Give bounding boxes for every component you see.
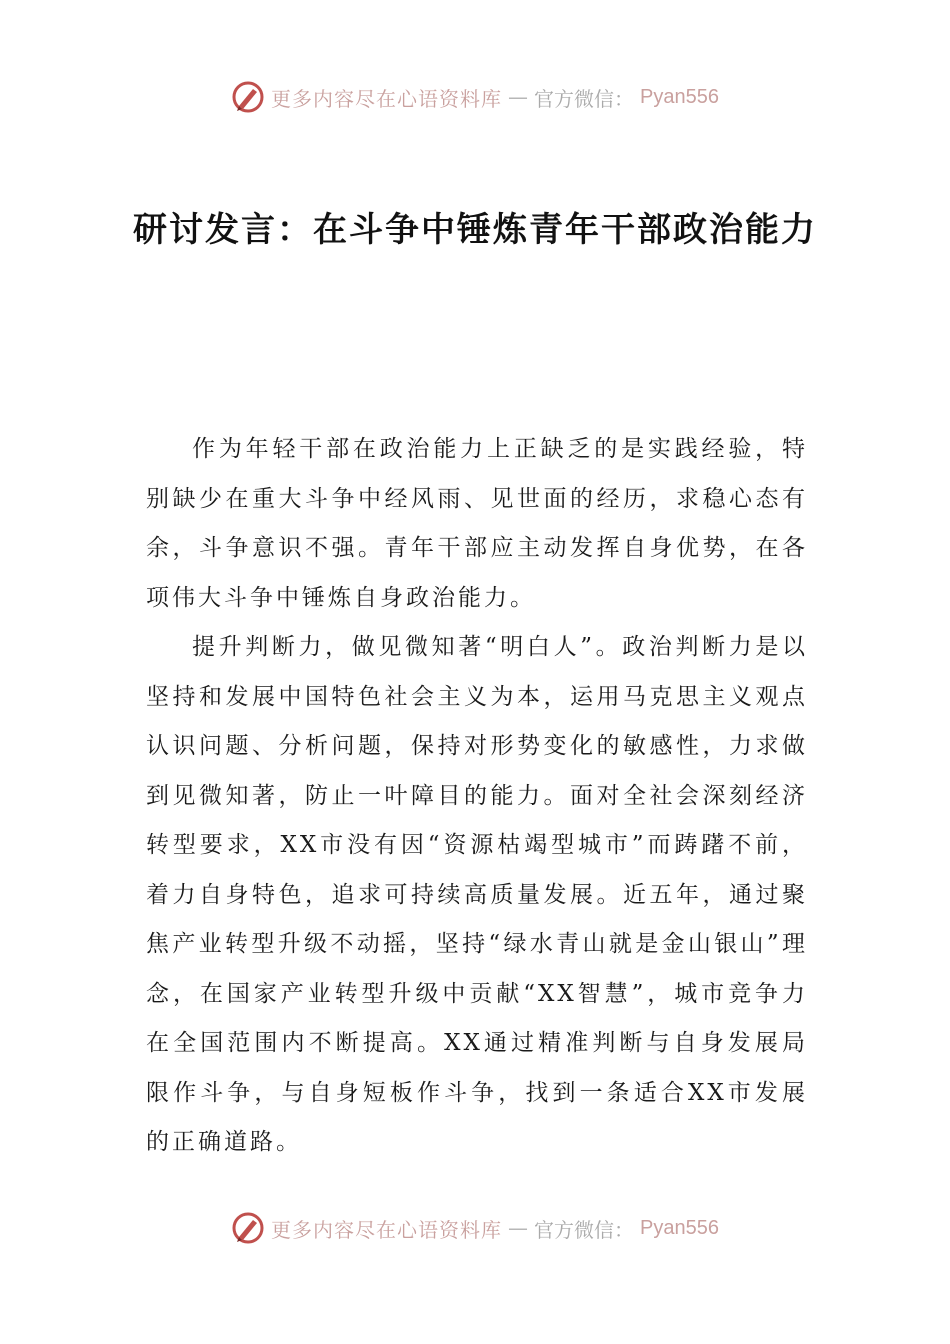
paragraph: 作为年轻干部在政治能力上正缺乏的是实践经验，特别缺少在重大斗争中经风雨、见世面的经历，求稳心态有余，斗争意识不强。青年干部应主动发挥自身优势，在各项伟大斗争中锤炼自身政治能力。	[146, 436, 808, 611]
pen-logo-icon	[231, 1211, 265, 1245]
banner-slogan: 更多内容尽在心语资料库	[271, 86, 503, 111]
header-banner	[0, 80, 950, 120]
pen-logo-icon	[231, 80, 265, 114]
footer-banner	[0, 1211, 950, 1251]
banner-slogan: 更多内容尽在心语资料库	[271, 1217, 503, 1242]
banner-wechat-label: 官方微信：	[534, 86, 635, 111]
banner-separator: —	[508, 1216, 529, 1240]
document-body	[146, 425, 808, 1168]
paragraph: 提升判断力，做见微知著“明白人”。政治判断力是以坚持和发展中国特色社会主义为本，运用马克思主义观点认识问题、分析问题，保持对形势变化的敏感性，力求做到见微知著，防止一叶障目的能力。面对全社会深刻经济转型要求，XX市没有因“资源枯竭型城市”而踌躇不前，着力自身特色，追求可持续高质量发展。近五年，通过聚焦产业转型升级不动摇，坚持“绿水青山就是金山银山”理念，在国家产业转型升级中贡献“XX智慧”，城市竞争力在全国范围内不断提高。XX通过精准判断与自身发展局限作斗争，与自身短板作斗争，找到一条适合XX市发展的正确道路。	[146, 634, 808, 1155]
document-title: 研讨发言：在斗争中锤炼青年干部政治能力	[133, 210, 817, 250]
banner-separator: —	[508, 85, 529, 109]
banner-wechat-label: 官方微信：	[534, 1217, 635, 1242]
banner-wechat-id: Pyan556	[640, 85, 719, 108]
banner-wechat-id: Pyan556	[640, 1216, 719, 1239]
